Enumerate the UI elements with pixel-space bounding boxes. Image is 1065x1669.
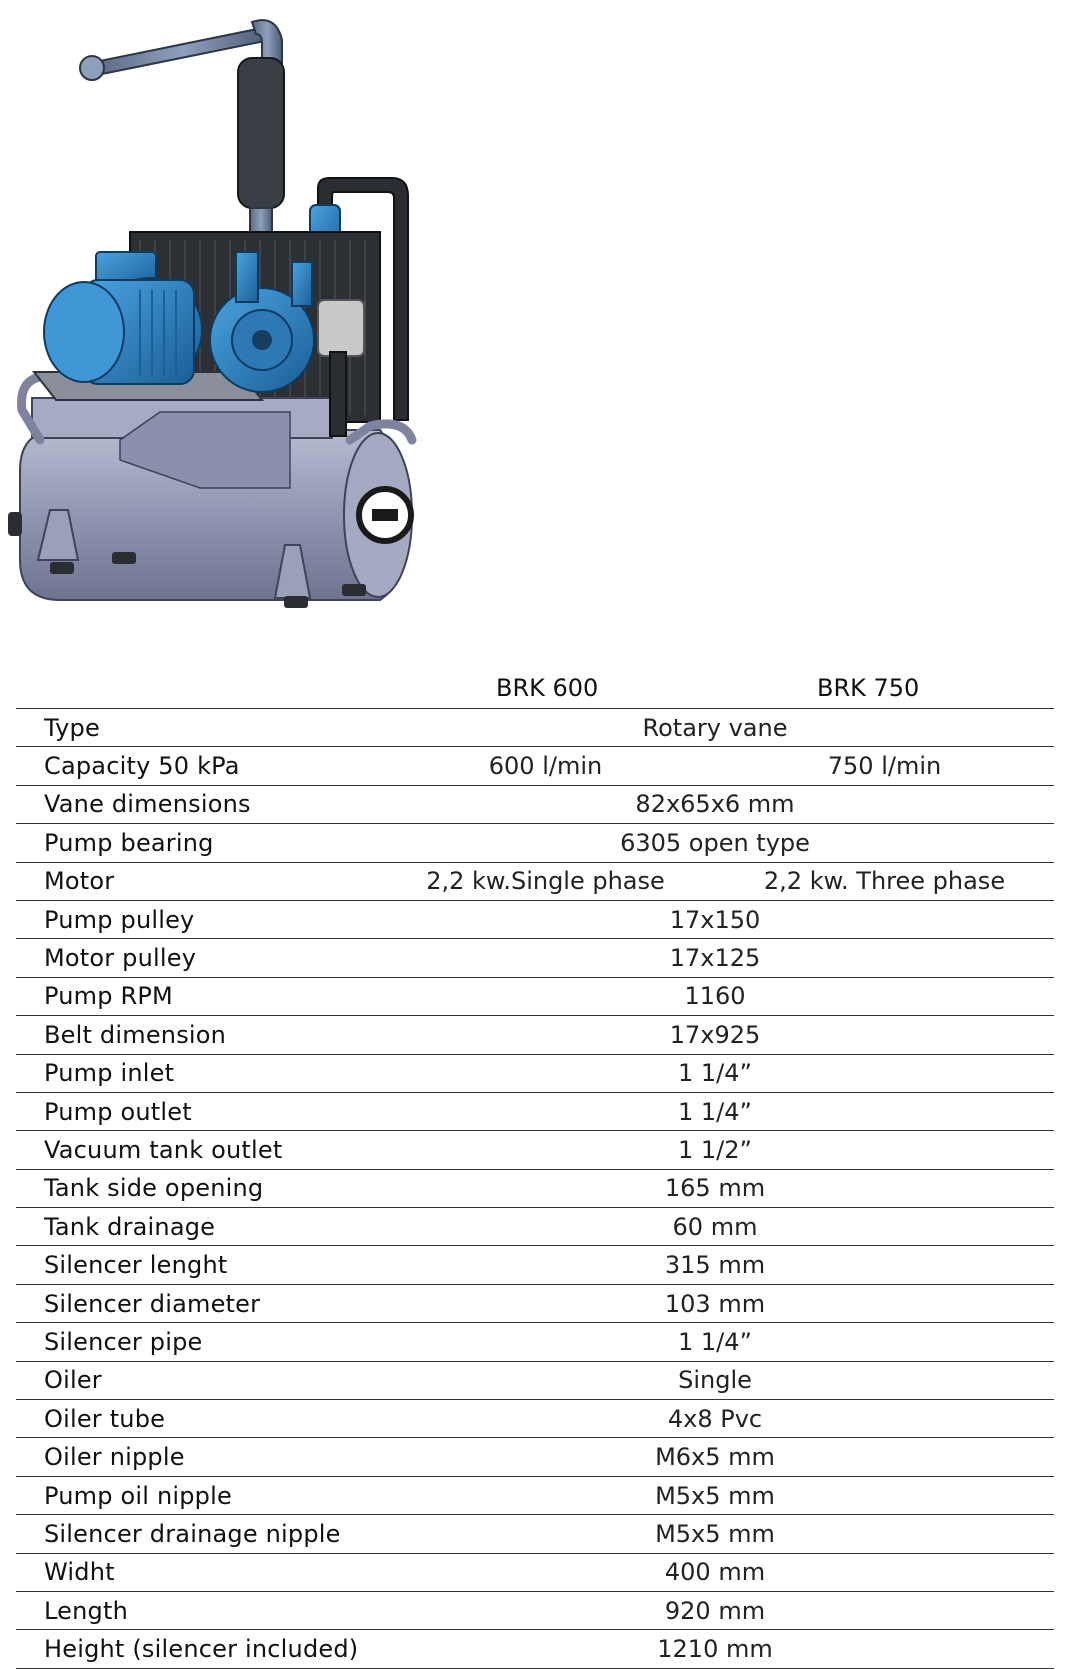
header-label-column <box>16 668 376 709</box>
table-row <box>16 1400 1054 1438</box>
header-model-brk-750: BRK 750 <box>715 668 1054 709</box>
spec-label: Widht <box>16 1553 376 1591</box>
table-row <box>16 1630 1054 1668</box>
spec-value: M6x5 mm <box>376 1438 1054 1476</box>
spec-value-brk-750: 2,2 kw. Three phase <box>715 862 1054 900</box>
spec-label: Silencer drainage nipple <box>16 1515 376 1553</box>
table-row <box>16 862 1054 900</box>
vacuum-pump-illustration <box>0 0 460 660</box>
spec-value: 1 1/4” <box>376 1092 1054 1130</box>
spec-value: 103 mm <box>376 1284 1054 1322</box>
spec-label: Oiler nipple <box>16 1438 376 1476</box>
spec-label: Height (silencer included) <box>16 1630 376 1668</box>
table-row <box>16 939 1054 977</box>
spec-value: 1160 <box>376 977 1054 1015</box>
spec-value: 1 1/4” <box>376 1054 1054 1092</box>
table-row <box>16 1169 1054 1207</box>
spec-value: 82x65x6 mm <box>376 785 1054 823</box>
spec-label: Tank drainage <box>16 1208 376 1246</box>
spec-label: Length <box>16 1591 376 1629</box>
table-row <box>16 1208 1054 1246</box>
spec-value: Single <box>376 1361 1054 1399</box>
spec-value-brk-750: 750 l/min <box>715 747 1054 785</box>
spec-label: Tank side opening <box>16 1169 376 1207</box>
table-row <box>16 1323 1054 1361</box>
spec-label: Capacity 50 kPa <box>16 747 376 785</box>
spec-label: Silencer diameter <box>16 1284 376 1322</box>
spec-value: Rotary vane <box>376 709 1054 747</box>
table-row <box>16 785 1054 823</box>
spec-value: M5x5 mm <box>376 1476 1054 1514</box>
spec-label: Pump bearing <box>16 824 376 862</box>
table-row <box>16 1515 1054 1553</box>
spec-value: 400 mm <box>376 1553 1054 1591</box>
table-row <box>16 709 1054 747</box>
spec-value: 1 1/2” <box>376 1131 1054 1169</box>
spec-label: Oiler <box>16 1361 376 1399</box>
table-row <box>16 900 1054 938</box>
table-row <box>16 1438 1054 1476</box>
spec-value: M5x5 mm <box>376 1515 1054 1553</box>
spec-label: Pump oil nipple <box>16 1476 376 1514</box>
spec-value: 6305 open type <box>376 824 1054 862</box>
table-row <box>16 1092 1054 1130</box>
header-model-brk-600: BRK 600 <box>376 668 715 709</box>
table-row <box>16 1284 1054 1322</box>
table-row <box>16 1246 1054 1284</box>
table-row <box>16 1476 1054 1514</box>
spec-label: Type <box>16 709 376 747</box>
table-row <box>16 1553 1054 1591</box>
spec-label: Pump inlet <box>16 1054 376 1092</box>
spec-value-brk-600: 600 l/min <box>376 747 715 785</box>
table-row <box>16 1591 1054 1629</box>
table-row <box>16 824 1054 862</box>
spec-value: 17x125 <box>376 939 1054 977</box>
spec-label: Vane dimensions <box>16 785 376 823</box>
table-row <box>16 1131 1054 1169</box>
table-row <box>16 977 1054 1015</box>
spec-label: Pump pulley <box>16 900 376 938</box>
spec-value: 1 1/4” <box>376 1323 1054 1361</box>
spec-label: Pump outlet <box>16 1092 376 1130</box>
spec-value: 17x150 <box>376 900 1054 938</box>
spec-value: 165 mm <box>376 1169 1054 1207</box>
spec-value-brk-600: 2,2 kw.Single phase <box>376 862 715 900</box>
table-row <box>16 1361 1054 1399</box>
spec-value: 4x8 Pvc <box>376 1400 1054 1438</box>
spec-label: Motor <box>16 862 376 900</box>
spec-label: Belt dimension <box>16 1016 376 1054</box>
table-header-row <box>16 668 1054 709</box>
table-row <box>16 1054 1054 1092</box>
spec-label: Silencer lenght <box>16 1246 376 1284</box>
spec-label: Vacuum tank outlet <box>16 1131 376 1169</box>
specifications-table <box>16 668 1054 1669</box>
table-row <box>16 1016 1054 1054</box>
spec-label: Pump RPM <box>16 977 376 1015</box>
spec-label: Motor pulley <box>16 939 376 977</box>
spec-label: Oiler tube <box>16 1400 376 1438</box>
spec-value: 920 mm <box>376 1591 1054 1629</box>
spec-label: Silencer pipe <box>16 1323 376 1361</box>
spec-value: 315 mm <box>376 1246 1054 1284</box>
spec-value: 1210 mm <box>376 1630 1054 1668</box>
table-row <box>16 747 1054 785</box>
spec-value: 60 mm <box>376 1208 1054 1246</box>
spec-value: 17x925 <box>376 1016 1054 1054</box>
